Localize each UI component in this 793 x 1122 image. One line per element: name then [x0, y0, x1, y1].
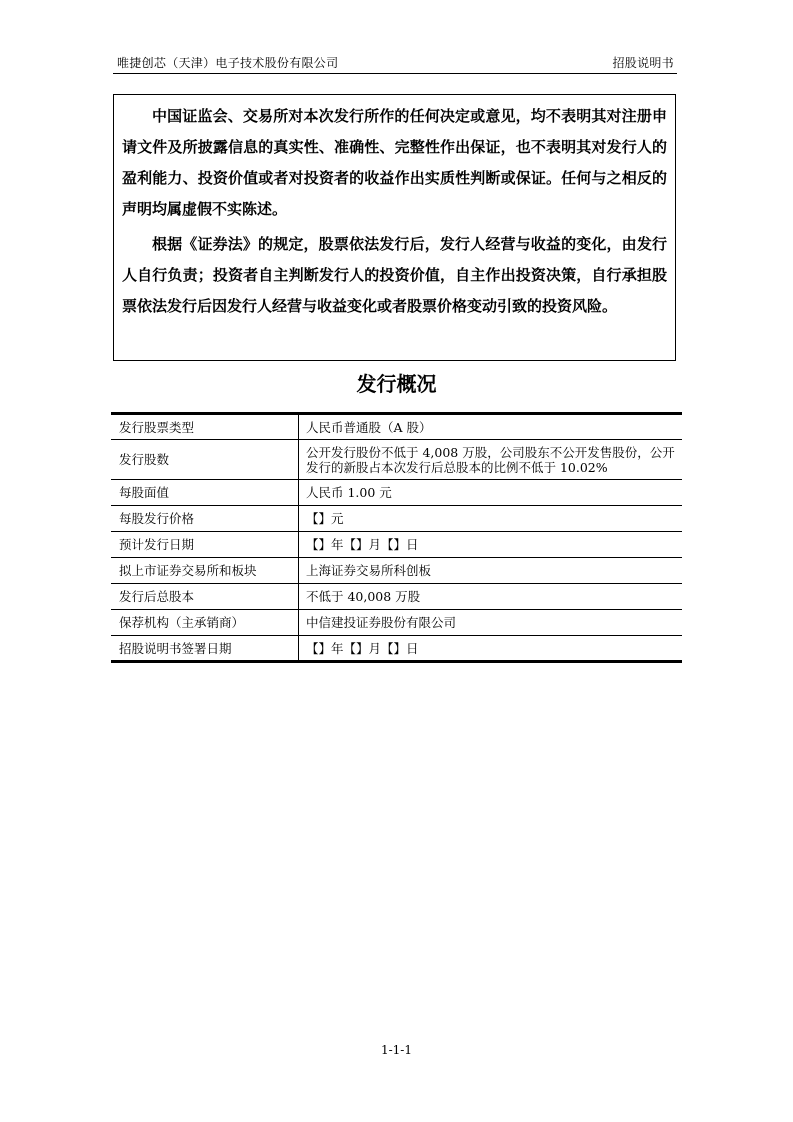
row-label: 发行后总股本: [111, 584, 299, 610]
row-label: 预计发行日期: [111, 532, 299, 558]
table-row: [111, 610, 682, 636]
table-row: [111, 480, 682, 506]
table-row: [111, 584, 682, 610]
header-document-type: 招股说明书: [612, 56, 674, 70]
offering-overview-table: [111, 412, 682, 663]
row-value: 人民币普通股（A 股）: [306, 419, 432, 435]
row-value: 【】年【】月【】日: [299, 636, 683, 662]
row-value: 公开发行股份不低于 4,008 万股，公司股东不公开发售股份，公开发行的新股占本次发行后总股本的比例不低于 10.02%: [299, 440, 683, 480]
page-number: 1-1-1: [380, 1043, 412, 1057]
row-label: 发行股票类型: [111, 414, 299, 440]
table-row: [111, 636, 682, 662]
row-value: 【】年【】月【】日: [299, 532, 683, 558]
table-row: [111, 506, 682, 532]
row-label: 每股面值: [111, 480, 299, 506]
row-value: 人民币 1.00 元: [299, 480, 683, 506]
notice-paragraph-csrc: 中国证监会、交易所对本次发行所作的任何决定或意见，均不表明其对注册申请文件及所披露信息的真实性、准确性、完整性作出保证，也不表明其对发行人的盈利能力、投资价值或者对投资者的收益作出实质性判断或保证。任何与之相反的声明均属虚假不实陈述。: [122, 107, 667, 218]
row-label: 招股说明书签署日期: [111, 636, 299, 662]
row-label: 保荐机构（主承销商）: [111, 610, 299, 636]
table-row: [111, 532, 682, 558]
table-row: [111, 414, 682, 440]
page-header: [113, 53, 677, 74]
row-value: 不低于 40,008 万股: [299, 584, 683, 610]
row-label: 每股发行价格: [111, 506, 299, 532]
header-company-name: 唯捷创芯（天津）电子技术股份有限公司: [117, 56, 339, 70]
notice-paragraph-securities-law: 根据《证券法》的规定，股票依法发行后，发行人经营与收益的变化，由发行人自行负责；投资者自主判断发行人的投资价值，自主作出投资决策，自行承担股票依法发行后因发行人经营与收益变化或者股票价格变动引致的投资风险。: [122, 235, 667, 315]
row-label: 拟上市证券交易所和板块: [111, 558, 299, 584]
row-value: 中信建投证券股份有限公司: [299, 610, 683, 636]
row-label: 发行股数: [111, 440, 299, 480]
table-row: [111, 440, 682, 480]
section-title-offering-overview: 发行概况: [356, 372, 437, 396]
row-value: 【】元: [299, 506, 683, 532]
table-row: [111, 558, 682, 584]
regulatory-notice-box: [113, 94, 676, 361]
row-value: 上海证券交易所科创板: [299, 558, 683, 584]
